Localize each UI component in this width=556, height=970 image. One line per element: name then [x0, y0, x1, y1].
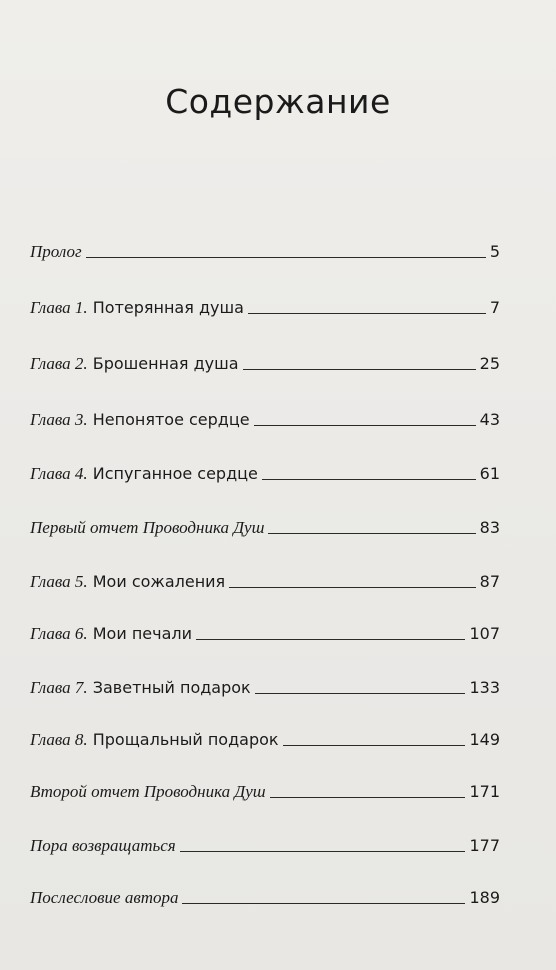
page-title: Содержание: [165, 82, 391, 121]
toc-entry-prefix: Глава 8.: [30, 730, 88, 749]
toc-entry-page: 25: [479, 354, 500, 373]
toc-entry-prefix: Глава 5.: [30, 572, 88, 591]
toc-entry-label: [30, 242, 82, 262]
toc-entry-page: 43: [479, 410, 500, 429]
toc-entry-prefix: Глава 2.: [30, 354, 88, 373]
toc-entry-label: [30, 730, 279, 750]
toc-entry-label: [30, 354, 239, 374]
dotted-leader: [255, 693, 466, 694]
toc-entry-title: Потерянная душа: [87, 298, 244, 317]
toc-entry-title: Прощальный подарок: [87, 730, 279, 749]
toc-entry-label: [30, 624, 192, 644]
toc-entry-label: [30, 518, 264, 538]
toc-entry-label: [30, 836, 176, 856]
toc-entry-page: 133: [469, 678, 500, 697]
dotted-leader: [229, 587, 475, 588]
toc-entry-title: Заветный подарок: [87, 678, 251, 697]
toc-entry-prefix: Глава 3.: [30, 410, 88, 429]
toc-entry-label: [30, 298, 244, 318]
toc-entry-label: [30, 782, 266, 802]
dotted-leader: [196, 639, 465, 640]
toc-entry: [30, 562, 500, 592]
toc-entry: [30, 400, 500, 430]
toc-entry-title: Брошенная душа: [87, 354, 239, 373]
toc-entry-page: 107: [469, 624, 500, 643]
toc-entry-label: [30, 888, 178, 908]
dotted-leader: [243, 369, 476, 370]
toc-entry-prefix: Глава 1.: [30, 298, 88, 317]
toc-entry-label: [30, 572, 225, 592]
dotted-leader: [262, 479, 476, 480]
toc-entry-page: 171: [469, 782, 500, 801]
toc-entry-prefix: Глава 4.: [30, 464, 88, 483]
toc-entry: [30, 288, 500, 318]
toc-entry-page: 177: [469, 836, 500, 855]
toc-entry-page: 189: [469, 888, 500, 907]
toc-entry-prefix: Второй отчет Проводника Душ: [30, 782, 266, 801]
toc-entry: [30, 232, 500, 262]
toc-entry-prefix: Пора возвращаться: [30, 836, 176, 855]
toc-entry: [30, 508, 500, 538]
toc-entry-page: 7: [489, 298, 500, 317]
toc-entry-label: [30, 410, 250, 430]
dotted-leader: [180, 851, 466, 852]
dotted-leader: [270, 797, 466, 798]
dotted-leader: [86, 257, 486, 258]
dotted-leader: [182, 903, 465, 904]
dotted-leader: [254, 425, 476, 426]
toc-entry: [30, 720, 500, 750]
dotted-leader: [248, 313, 486, 314]
toc-entry: [30, 454, 500, 484]
toc-entry: [30, 668, 500, 698]
toc-entry: [30, 344, 500, 374]
toc-entry-prefix: Первый отчет Проводника Душ: [30, 518, 265, 537]
toc-entry: [30, 772, 500, 802]
toc-entry-label: [30, 464, 258, 484]
toc-entry-page: 87: [479, 572, 500, 591]
toc-entry-page: 5: [489, 242, 500, 261]
toc-entry-prefix: Пролог: [30, 242, 82, 261]
toc-entry-prefix: Послесловие автора: [30, 888, 179, 907]
toc-entry-title: Мои печали: [87, 624, 193, 643]
toc-entry-page: 61: [479, 464, 500, 483]
toc-entry-prefix: Глава 6.: [30, 624, 88, 643]
toc-entry-title: Непонятое сердце: [87, 410, 250, 429]
toc-entry-page: 83: [479, 518, 500, 537]
toc-entry: [30, 826, 500, 856]
toc-entry-title: Мои сожаления: [87, 572, 226, 591]
dotted-leader: [283, 745, 466, 746]
toc-entry-page: 149: [469, 730, 500, 749]
toc-entry: [30, 878, 500, 908]
toc-entry-label: [30, 678, 251, 698]
dotted-leader: [268, 533, 475, 534]
toc-entry: [30, 614, 500, 644]
toc-entry-prefix: Глава 7.: [30, 678, 88, 697]
toc-entry-title: Испуганное сердце: [87, 464, 258, 483]
